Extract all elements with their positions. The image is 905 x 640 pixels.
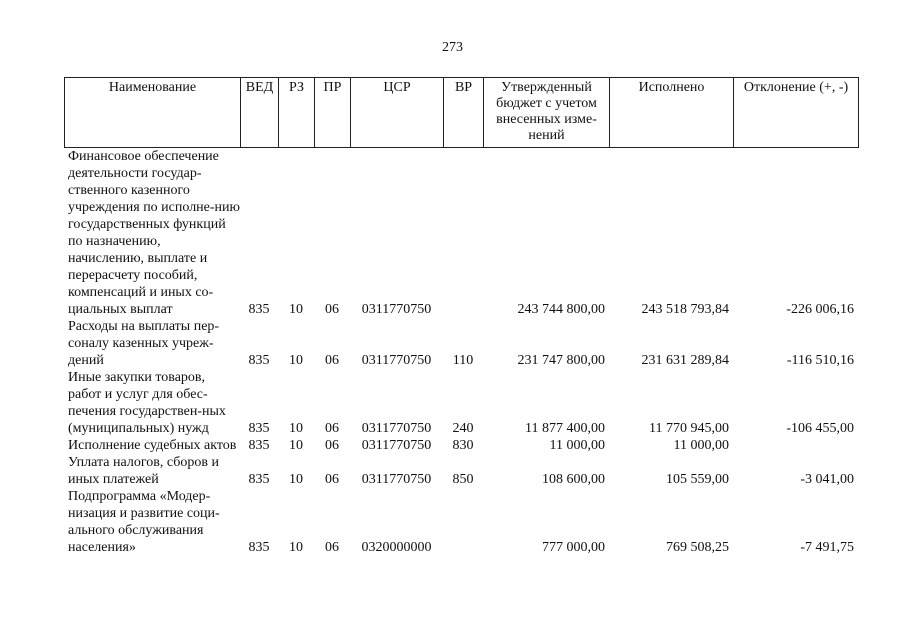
row-csr: 0311770750 bbox=[361, 302, 432, 317]
row-deviation bbox=[733, 437, 858, 454]
row-deviation: -106 455,00 bbox=[786, 421, 854, 436]
row-csr: 0311770750 bbox=[361, 438, 432, 453]
row-executed: 243 518 793,84 bbox=[641, 302, 729, 317]
table-header bbox=[64, 77, 859, 148]
row-deviation: -3 041,00 bbox=[800, 472, 854, 487]
col-header-deviation: Отклонение (+, -) bbox=[734, 78, 859, 148]
row-vr: 830 bbox=[452, 438, 474, 453]
row-name: Расходы на выплаты пер-соналу казенных учреж-дений bbox=[68, 319, 220, 368]
row-name: Уплата налогов, сборов и иных платежей bbox=[68, 455, 219, 487]
row-vr: 110 bbox=[452, 353, 474, 368]
col-header-rz: РЗ bbox=[279, 78, 315, 148]
row-executed: 231 631 289,84 bbox=[641, 353, 729, 368]
col-header-executed: Исполнено bbox=[610, 78, 734, 148]
row-vr: 240 bbox=[452, 421, 474, 436]
row-name: Подпрограмма «Модер-низация и развитие соци-ального обслуживания населения» bbox=[68, 489, 220, 555]
row-ved: 835 bbox=[248, 472, 270, 487]
row-name: Исполнение судебных актов bbox=[68, 438, 237, 453]
row-csr: 0320000000 bbox=[361, 540, 432, 555]
row-budget: 231 747 800,00 bbox=[517, 353, 605, 368]
row-rz: 10 bbox=[289, 472, 303, 487]
col-header-ved: ВЕД bbox=[241, 78, 279, 148]
row-executed: 769 508,25 bbox=[666, 540, 729, 555]
row-vr bbox=[443, 488, 483, 556]
row-rz: 10 bbox=[289, 540, 303, 555]
row-budget: 243 744 800,00 bbox=[517, 302, 605, 317]
row-budget: 777 000,00 bbox=[542, 540, 605, 555]
row-vr bbox=[443, 148, 483, 318]
row-ved: 835 bbox=[248, 438, 270, 453]
row-csr: 0311770750 bbox=[361, 421, 432, 436]
row-pr: 06 bbox=[325, 540, 339, 555]
row-csr: 0311770750 bbox=[361, 472, 432, 487]
page-number: 273 bbox=[442, 40, 463, 55]
row-executed: 105 559,00 bbox=[666, 472, 729, 487]
row-deviation: -116 510,16 bbox=[786, 353, 854, 368]
row-pr: 06 bbox=[325, 302, 339, 317]
table-row bbox=[64, 437, 858, 454]
row-budget: 108 600,00 bbox=[542, 472, 605, 487]
row-rz: 10 bbox=[289, 438, 303, 453]
row-budget: 11 000,00 bbox=[549, 438, 605, 453]
col-header-budget: Утвержденный бюджет с учетом внесенных изме-нений bbox=[484, 78, 610, 148]
row-deviation: -7 491,75 bbox=[800, 540, 854, 555]
row-csr: 0311770750 bbox=[361, 353, 432, 368]
col-header-pr: ПР bbox=[315, 78, 351, 148]
table-row bbox=[64, 148, 858, 318]
row-rz: 10 bbox=[289, 421, 303, 436]
col-header-vr: ВР bbox=[444, 78, 484, 148]
row-pr: 06 bbox=[325, 438, 339, 453]
row-executed: 11 000,00 bbox=[673, 438, 729, 453]
row-pr: 06 bbox=[325, 353, 339, 368]
row-ved: 835 bbox=[248, 540, 270, 555]
row-executed: 11 770 945,00 bbox=[649, 421, 729, 436]
table-row bbox=[64, 488, 858, 556]
row-vr: 850 bbox=[452, 472, 474, 487]
row-deviation: -226 006,16 bbox=[786, 302, 854, 317]
row-ved: 835 bbox=[248, 421, 270, 436]
row-rz: 10 bbox=[289, 302, 303, 317]
row-ved: 835 bbox=[248, 302, 270, 317]
table-row bbox=[64, 318, 858, 369]
table-body bbox=[64, 148, 858, 556]
row-name: Иные закупки товаров, работ и услуг для обес-печения государствен-ных (муниципальных) нужд bbox=[68, 370, 226, 436]
row-pr: 06 bbox=[325, 472, 339, 487]
row-ved: 835 bbox=[248, 353, 270, 368]
col-header-csr: ЦСР bbox=[351, 78, 444, 148]
table-row bbox=[64, 369, 858, 437]
table-row bbox=[64, 454, 858, 488]
row-name: Финансовое обеспечение деятельности государ-ственного казенного учреждения по исполне-нию государственных функций по назначению, начислению, выплате и перерасчету пособий, компенсаций и иных со-циальных выплат bbox=[68, 149, 240, 317]
row-budget: 11 877 400,00 bbox=[525, 421, 605, 436]
row-pr: 06 bbox=[325, 421, 339, 436]
col-header-name: Наименование bbox=[65, 78, 241, 148]
row-rz: 10 bbox=[289, 353, 303, 368]
